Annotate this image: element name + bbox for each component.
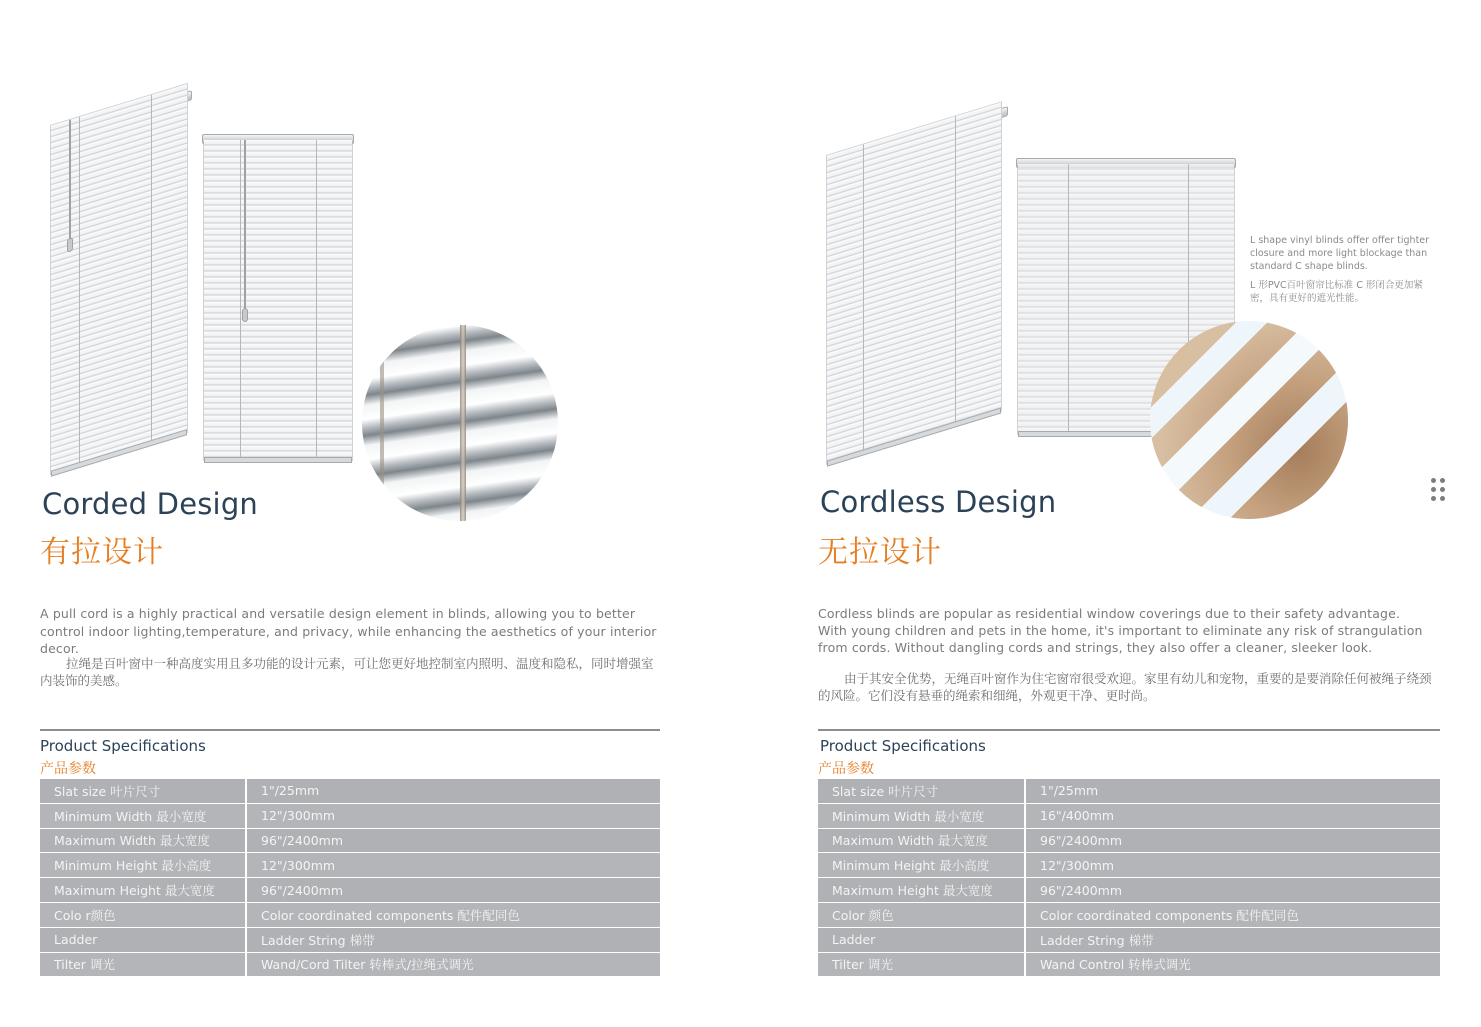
spec-value: 96"/2400mm [1026,878,1440,903]
l-shape-slat-closeup-circle [1150,321,1348,519]
spec-label: Colo r颜色 [40,903,247,928]
spec-label: Maximum Height 最大宽度 [40,878,247,903]
spec-label: Minimum Height 最小高度 [818,853,1026,878]
spec-heading: Product Specifications [820,737,986,755]
spec-value: 96"/2400mm [247,829,660,854]
description-en: A pull cord is a highly practical and versatile design element in blinds, allowing you to better control indoor lighting,temperature, and privacy, while enhancing the aesthetics of your interior decor. [40,606,657,656]
spec-value: 1"/25mm [1026,779,1440,804]
spec-value: Wand/Cord Tilter 转棒式/拉绳式调光 [247,953,660,978]
description-en: Cordless blinds are popular as residential window coverings due to their safety advantage. With young children and pets in the home, it's important to eliminate any risk of strangulation from cords. Without dangling cords and strings, they also offer a cleaner, sleeker look. [818,606,1423,655]
table-row [40,853,660,878]
spec-table [818,779,1440,977]
spec-value: Wand Control 转棒式调光 [1026,953,1440,978]
spec-label: Minimum Height 最小高度 [40,853,247,878]
description-cn: 拉绳是百叶窗中一种高度实用且多功能的设计元素，可让您更好地控制室内照明、温度和隐私，同时增强室内装饰的美感。 [40,656,654,688]
table-row [40,928,660,953]
table-row [818,804,1440,829]
table-row [818,779,1440,804]
spec-label: Maximum Height 最大宽度 [818,878,1026,903]
spec-label: Maximum Width 最大宽度 [818,829,1026,854]
corded-blind-front [203,139,353,461]
page-title: Corded Design [42,487,259,521]
spec-value: Ladder String 梯带 [247,928,660,953]
spec-value: 12"/300mm [1026,853,1440,878]
table-row [818,878,1440,903]
corded-blind-large [50,83,188,475]
table-row [40,804,660,829]
spec-value: 96"/2400mm [1026,829,1440,854]
spec-heading-cn: 产品参数 [818,761,874,777]
table-row [40,829,660,854]
table-row [818,928,1440,953]
table-row [40,953,660,978]
spec-label: Ladder [40,928,247,953]
table-row [40,779,660,804]
spec-label: Minimum Width 最小宽度 [40,804,247,829]
spec-label: Minimum Width 最小宽度 [818,804,1026,829]
table-row [818,829,1440,854]
spec-value: 12"/300mm [247,804,660,829]
spec-table [40,779,660,977]
spec-label: Slat size 叶片尺寸 [818,779,1026,804]
cordless-blind-large [826,101,1002,465]
corded-blinds-image [40,95,680,525]
spec-label: Ladder [818,928,1026,953]
spec-heading-cn: 产品参数 [40,761,96,777]
spec-value: Color coordinated components 配件配同色 [247,903,660,928]
page-title: Cordless Design [820,485,1057,519]
table-row [818,853,1440,878]
description-cn: 由于其安全优势，无绳百叶窗作为住宅窗帘很受欢迎。家里有幼儿和宠物，重要的是要消除任何被绳子绕颈的风险。它们没有悬垂的绳索和细绳，外观更干净、更时尚。 [818,671,1432,703]
spec-label: Color 颜色 [818,903,1026,928]
slat-closeup-circle [362,325,558,521]
spec-label: Tilter 调光 [40,953,247,978]
divider [40,729,660,731]
table-row [40,878,660,903]
spec-value: 96"/2400mm [247,878,660,903]
caption-en: L shape vinyl blinds offer offer tighter closure and more light blockage than standard C shape blinds. [1250,235,1430,272]
spec-label: Tilter 调光 [818,953,1026,978]
spec-value: Color coordinated components 配件配同色 [1026,903,1440,928]
spec-value: 16"/400mm [1026,804,1440,829]
page-title-cn: 有拉设计 [40,535,164,570]
drag-handle-dots-icon[interactable] [1431,478,1447,508]
l-shape-caption [1250,234,1440,311]
page-title-cn: 无拉设计 [818,535,942,570]
corded-design-panel [40,0,680,1027]
table-row [40,903,660,928]
table-row [818,903,1440,928]
spec-label: Maximum Width 最大宽度 [40,829,247,854]
spec-value: 1"/25mm [247,779,660,804]
spec-heading: Product Specifications [40,737,206,755]
spec-label: Slat size 叶片尺寸 [40,779,247,804]
spec-value: Ladder String 梯带 [1026,928,1440,953]
cordless-design-panel [818,0,1440,1027]
caption-cn: L 形PVC百叶窗帘比标准 C 形闭合更加紧密，具有更好的遮光性能。 [1250,280,1423,304]
spec-value: 12"/300mm [247,853,660,878]
table-row [818,953,1440,978]
divider [818,729,1440,731]
